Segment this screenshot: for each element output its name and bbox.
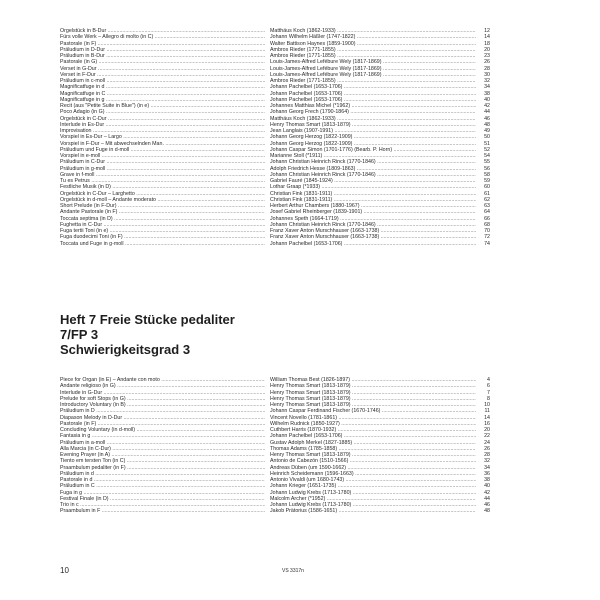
entry-title: Piece for Organ (in E) – Andante con moto ..... <box>60 377 265 383</box>
entry-composer: Christian Fink (1831-1911) ..... <box>270 197 478 203</box>
entry-page: 40 <box>476 483 490 489</box>
entry-title: Grave in f-moll ..... <box>60 172 265 178</box>
entry-page: 38 <box>476 477 490 483</box>
entry-page: 34 <box>476 465 490 471</box>
entry-composer: Christian Fink (1831-1911) ..... <box>270 191 478 197</box>
entry-page: 68 <box>476 222 490 228</box>
entry-title: Trio in c ..... <box>60 502 265 508</box>
entry-title: Andante religioso (in G) ..... <box>60 383 265 389</box>
entry-title: Fantasia in g ..... <box>60 433 265 439</box>
entry-composer: Franz Xaver Anton Murschhauser (1663-1738) ..... <box>270 228 478 234</box>
entry-page: 70 <box>476 228 490 234</box>
entry-page: 60 <box>476 184 490 190</box>
entry-page: 72 <box>476 234 490 240</box>
page <box>60 0 490 600</box>
entry-title: Magnificatfuge in C ..... <box>60 91 265 97</box>
entry-composer: Gustav Adolph Merkel (1827-1885) ..... <box>270 440 478 446</box>
entry-page: 4 <box>476 377 490 383</box>
entry-composer: Andreas Düben (um 1590-1662) ..... <box>270 465 478 471</box>
entry-composer: Johann Christian Heinrich Rinck (1770-1846) ..... <box>270 222 478 228</box>
entry-page: 12 <box>476 28 490 34</box>
entry-title: Fürs volle Werk – Allegro di molto (in C) ..... <box>60 34 265 40</box>
entry-page: 59 <box>476 178 490 184</box>
entry-page: 51 <box>476 141 490 147</box>
entry-title: Recit (aus "Petite Suite in Blue") (in e) ..... <box>60 103 265 109</box>
entry-composer: Louis-James-Alfred Lefébure Wely (1817-1869) ..... <box>270 59 478 65</box>
entry-title: Vorspiel in Es-Dur – Largo ..... <box>60 134 265 140</box>
entry-title: Concluding Voluntary (in d-moll) ..... <box>60 427 265 433</box>
entry-title: Interlude in G-Dur ..... <box>60 390 265 396</box>
entry-composer: Franz Xaver Anton Murschhauser (1663-1738) ..... <box>270 234 478 240</box>
entry-page: 30 <box>476 72 490 78</box>
entry-title: Vorspiel in e-moll ..... <box>60 153 265 159</box>
entry-title: Präludium und Fuge in d-moll ..... <box>60 147 265 153</box>
entry-title: Präludium in a-moll ..... <box>60 440 265 446</box>
entry-page: 62 <box>476 197 490 203</box>
entry-composer: Wilhelm Rudnick (1850-1927) ..... <box>270 421 478 427</box>
entry-composer: Walter Battison Haynes (1859-1900) ..... <box>270 41 478 47</box>
entry-composer: Henry Thomas Smart (1813-1879) ..... <box>270 383 478 389</box>
entry-title: Alla Marcia (in C-Dur) ..... <box>60 446 265 452</box>
entry-page: 28 <box>476 66 490 72</box>
entry-composer: Adolph Friedrich Hesse (1809-1863) ..... <box>270 166 478 172</box>
entry-composer: Josef Gabriel Rheinberger (1839-1901) ..... <box>270 209 478 215</box>
entry-page: 20 <box>476 47 490 53</box>
entry-page: 34 <box>476 84 490 90</box>
entry-title: Toccata und Fuge in g-moll ..... <box>60 241 265 247</box>
entry-title: Pastorale (in G) ..... <box>60 59 265 65</box>
entry-title: Fuga tertii Toni (in e) ..... <box>60 228 265 234</box>
entry-composer: Antonio de Cabezón (1510-1566) ..... <box>270 458 478 464</box>
entry-title: Festival Finale (in D) ..... <box>60 496 265 502</box>
entry-page: 6 <box>476 383 490 389</box>
entry-title: Pastorale (in F) ..... <box>60 41 265 47</box>
heading-code: 7/FP 3 <box>60 327 99 342</box>
toc-list-upper <box>60 28 490 247</box>
entry-composer: Matthäus Koch (1862-1933) ..... <box>270 28 478 34</box>
entry-composer: Johann Pachelbel (1653-1706) ..... <box>270 84 478 90</box>
entry-page: 66 <box>476 216 490 222</box>
entry-title: Orgelstück in d-moll – Andante moderato ..... <box>60 197 265 203</box>
entry-page: 32 <box>476 78 490 84</box>
entry-title: Toccata septima (in D) ..... <box>60 216 265 222</box>
entry-page: 8 <box>476 396 490 402</box>
entry-title: Interlude in Es-Dur ..... <box>60 122 265 128</box>
entry-title: Introductory Voluntary (in B) ..... <box>60 402 265 408</box>
entry-composer: Johannes Speth (1664-1719) ..... <box>270 216 478 222</box>
entry-composer: Johann Caspar Simon (1701-1776) (Bearb. P. Horn) ..... <box>270 147 478 153</box>
entry-composer: Henry Thomas Smart (1813-1879) ..... <box>270 396 478 402</box>
entry-page: 32 <box>476 458 490 464</box>
entry-title: Andante Pastorale (in F) ..... <box>60 209 265 215</box>
entry-composer: Johann Caspar Ferdinand Fischer (1670-1746) ..... <box>270 408 478 414</box>
entry-composer: Henry Thomas Smart (1813-1879) ..... <box>270 390 478 396</box>
entry-page: 44 <box>476 109 490 115</box>
entry-composer: Ambros Rieder (1771-1855) ..... <box>270 53 478 59</box>
entry-page: 16 <box>476 421 490 427</box>
entry-page: 22 <box>476 433 490 439</box>
entry-title: Tu es Petrus ..... <box>60 178 265 184</box>
entry-composer: Gabriel Fauré (1845-1924) ..... <box>270 178 478 184</box>
entry-composer: Vincent Novello (1781-1861) ..... <box>270 415 478 421</box>
entry-page: 44 <box>476 496 490 502</box>
entry-page: 14 <box>476 415 490 421</box>
entry-title: Präludium in C ..... <box>60 483 265 489</box>
entry-title: Orgelstück in C-Dur ..... <box>60 116 265 122</box>
heading-difficulty: Schwierigkeitsgrad 3 <box>60 342 191 357</box>
entry-composer: Johann Georg Herzog (1822-1909) ..... <box>270 141 478 147</box>
entry-composer: Henry Thomas Smart (1813-1879) ..... <box>270 122 478 128</box>
entry-page: 64 <box>476 209 490 215</box>
entry-composer: Cuthbert Harris (1870-1932) ..... <box>270 427 478 433</box>
entry-page: 26 <box>476 446 490 452</box>
entry-composer: Jean Langlais (1907-1991) ..... <box>270 128 478 134</box>
entry-composer: Johann Ludwig Krebs (1713-1780) ..... <box>270 502 478 508</box>
entry-page: 26 <box>476 59 490 65</box>
entry-composer: Johann Pachelbel (1653-1706) ..... <box>270 91 478 97</box>
entry-title: Orgelstück in C-Dur – Larghetto ..... <box>60 191 265 197</box>
entry-page: 63 <box>476 203 490 209</box>
entry-page: 28 <box>476 452 490 458</box>
entry-composer: Jakob Prätorius (1586-1651) ..... <box>270 508 478 514</box>
entry-composer: Johann Christian Heinrich Rinck (1770-1846) ..... <box>270 159 478 165</box>
section-heading <box>60 312 235 357</box>
entry-title: Präludium in B-Dur ..... <box>60 53 265 59</box>
entry-composer: Ambros Rieder (1771-1855) ..... <box>270 78 478 84</box>
entry-composer: Johann Pachelbel (1653-1706) ..... <box>270 97 478 103</box>
entry-title: Short Prelude (in F-Dur) ..... <box>60 203 265 209</box>
entry-page: 52 <box>476 147 490 153</box>
entry-page: 42 <box>476 103 490 109</box>
entry-composer: Heinrich Scheidemann (1596-1663) ..... <box>270 471 478 477</box>
entry-title: Diapason Melody in D-Dur ..... <box>60 415 265 421</box>
entry-title: Präludium in D-Dur ..... <box>60 47 265 53</box>
entry-page: 38 <box>476 91 490 97</box>
entry-composer: Marianne Stoll (*1911) ..... <box>270 153 478 159</box>
entry-title: Verset in G-Dur ..... <box>60 66 265 72</box>
entry-title: Pastorale in d ..... <box>60 477 265 483</box>
entry-composer: Henry Thomas Smart (1813-1879) ..... <box>270 452 478 458</box>
entry-title: Präludium in D ..... <box>60 408 265 414</box>
entry-title: Magnificatfuge in d ..... <box>60 84 265 90</box>
entry-page: 36 <box>476 471 490 477</box>
publisher-code: VS 3317n <box>282 568 304 574</box>
entry-page: 48 <box>476 122 490 128</box>
entry-page: 50 <box>476 134 490 140</box>
entry-composer: Ambros Rieder (1771-1855) ..... <box>270 47 478 53</box>
entry-composer: Johannes Matthias Michel (*1962) ..... <box>270 103 478 109</box>
entry-composer: Lothar Graap (*1933) ..... <box>270 184 478 190</box>
entry-title: Orgelstück in B-Dur ..... <box>60 28 265 34</box>
heading-title: Heft 7 Freie Stücke pedaliter <box>60 312 235 327</box>
entry-composer: Malcolm Archer (*1952) ..... <box>270 496 478 502</box>
entry-page: 20 <box>476 427 490 433</box>
entry-page: 42 <box>476 490 490 496</box>
entry-title: Fughetta in C-Dur ..... <box>60 222 265 228</box>
entry-composer: Henry Thomas Smart (1813-1879) ..... <box>270 402 478 408</box>
entry-page: 46 <box>476 502 490 508</box>
toc-list-lower <box>60 377 490 515</box>
entry-title: Magnificatfuge in g ..... <box>60 97 265 103</box>
entry-title: Evening Prayer (in A) ..... <box>60 452 265 458</box>
entry-title: Praambulum pedaliter (in F) ..... <box>60 465 265 471</box>
entry-title: Praambulum in F ..... <box>60 508 265 514</box>
entry-title: Verset in F-Dur ..... <box>60 72 265 78</box>
entry-title: Präludium in d ..... <box>60 471 265 477</box>
entry-composer: Johann Wilhelm Häßler (1747-1822) ..... <box>270 34 478 40</box>
entry-composer: Johann Pachelbel (1653-1706) ..... <box>270 241 478 247</box>
entry-composer: Matthäus Koch (1862-1933) ..... <box>270 116 478 122</box>
entry-composer: Johann Christian Heinrich Rinck (1770-1846) ..... <box>270 172 478 178</box>
entry-page: 7 <box>476 390 490 396</box>
entry-composer: Johann Georg Herzog (1822-1909) ..... <box>270 134 478 140</box>
entry-title: Improvisation ..... <box>60 128 265 134</box>
entry-page: 56 <box>476 166 490 172</box>
entry-composer: Herbert Arthur Chambers (1880-1967) ..... <box>270 203 478 209</box>
entry-title: Prelude for soft Stops (in G) ..... <box>60 396 265 402</box>
entry-page: 14 <box>476 34 490 40</box>
entry-composer: William Thomas Best (1826-1897) ..... <box>270 377 478 383</box>
entry-composer: Antonio Vivaldi (um 1680-1743) ..... <box>270 477 478 483</box>
entry-page: 48 <box>476 508 490 514</box>
entry-title: Fuga in g ..... <box>60 490 265 496</box>
entry-composer: Louis-James-Alfred Lefébure Wely (1817-1869) ..... <box>270 66 478 72</box>
entry-page: 58 <box>476 172 490 178</box>
entry-title: Fuga duodecimi Toni (in F) ..... <box>60 234 265 240</box>
entry-title: Poco Adagio (in G) ..... <box>60 109 265 115</box>
entry-page: 10 <box>476 402 490 408</box>
entry-composer: Johann Georg Frech (1790-1864) ..... <box>270 109 478 115</box>
entry-title: Festliche Musik (in D) ..... <box>60 184 265 190</box>
entry-composer: Thomas Adams (1785-1858) ..... <box>270 446 478 452</box>
entry-page: 18 <box>476 41 490 47</box>
entry-title: Präludium in c-moll ..... <box>60 78 265 84</box>
entry-page: 23 <box>476 53 490 59</box>
entry-title: Vorspiel in F-Dur – Mit abwechselnden Man. ..... <box>60 141 265 147</box>
entry-composer: Johann Pachelbel (1653-1706) ..... <box>270 433 478 439</box>
entry-page: 49 <box>476 128 490 134</box>
entry-page: 61 <box>476 191 490 197</box>
toc-entry <box>60 508 490 514</box>
entry-composer: Johann Ludwig Krebs (1713-1780) ..... <box>270 490 478 496</box>
entry-composer: Johann Krieger (1651-1735) ..... <box>270 483 478 489</box>
page-number: 10 <box>60 566 69 575</box>
entry-title: Präludium in g-moll ..... <box>60 166 265 172</box>
entry-page: 11 <box>476 408 490 414</box>
entry-page: 24 <box>476 440 490 446</box>
entry-title: Pastorale (in F) ..... <box>60 421 265 427</box>
toc-entry <box>60 241 490 247</box>
entry-page: 40 <box>476 97 490 103</box>
entry-title: Tiento em tersten Ton (in C) ..... <box>60 458 265 464</box>
entry-page: 46 <box>476 116 490 122</box>
entry-title: Präludium in C-Dur ..... <box>60 159 265 165</box>
entry-page: 74 <box>476 241 490 247</box>
entry-page: 54 <box>476 153 490 159</box>
entry-page: 55 <box>476 159 490 165</box>
entry-composer: Louis-James-Alfred Lefébure Wely (1817-1869) ..... <box>270 72 478 78</box>
